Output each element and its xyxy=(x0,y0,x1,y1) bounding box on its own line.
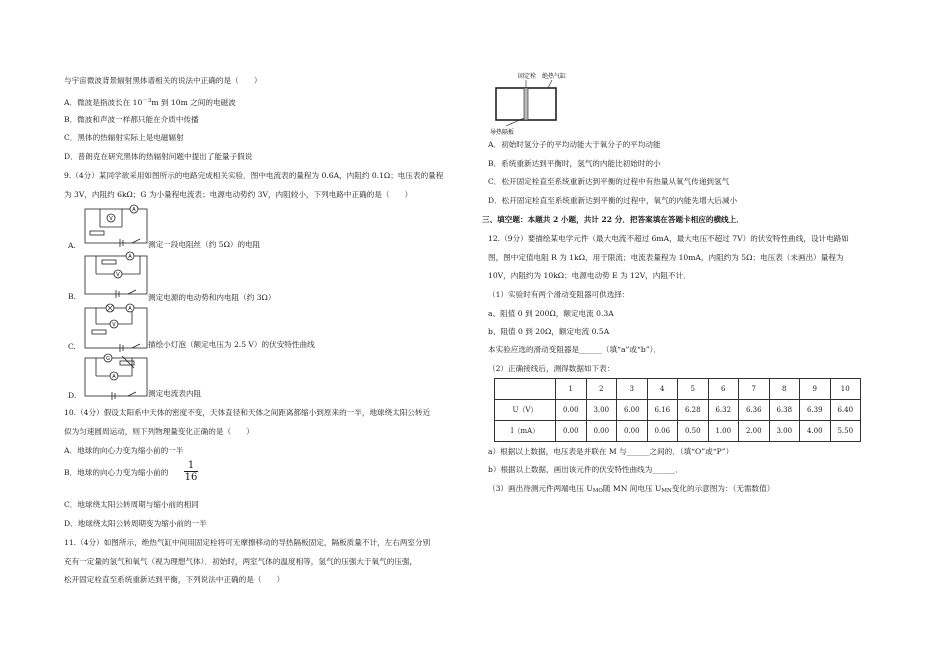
q12-question-b: b）根据以上数据，画出该元件的伏安特性曲线为______． xyxy=(488,465,683,474)
table-cell xyxy=(495,379,556,400)
q9-d-letter: D. xyxy=(68,391,77,400)
table-cell: 0.00 xyxy=(617,421,648,442)
table-cell: 0.00 xyxy=(586,421,617,442)
table-cell: 7 xyxy=(739,379,770,400)
q10-stem-line1: 10.（4分）假设太阳系中天体的密度不变，天体直径和天体之间距离都缩小到原来的一半，地球绕太阳公转近 xyxy=(64,408,431,417)
circuit-b-diagram xyxy=(82,252,152,298)
q9-a-letter: A. xyxy=(68,241,76,250)
q11-option-d: D．松开固定栓直至系统重新达到平衡的过程中，氧气的内能先增大后减小 xyxy=(488,196,738,205)
table-row-label: U（V） xyxy=(495,400,556,421)
table-cell: 2 xyxy=(586,379,617,400)
section-three-heading: 三、填空题：本题共 2 小题，共计 22 分．把答案填在答题卡相应的横线上． xyxy=(482,215,744,224)
q12-stem-line2: 图，图中定值电阻 R 为 1kΩ，用于限流；电流表量程为 10mA，内阻约为 5Ω；电压表（未画出）量程为 xyxy=(488,253,844,262)
table-cell: 6.32 xyxy=(708,400,739,421)
table-cell: 4.00 xyxy=(800,421,831,442)
table-cell: 3 xyxy=(617,379,648,400)
table-cell: 6.38 xyxy=(769,400,800,421)
table-row-label: I（mA） xyxy=(495,421,556,442)
q12-part1-answer: 本实验应选的滑动变阻器是______（填“a”或“b”）． xyxy=(488,345,661,354)
table-cell: 3.00 xyxy=(769,421,800,442)
table-cell: 4 xyxy=(647,379,678,400)
q9-b-text: 测定电源的电动势和内电阻（约 3Ω） xyxy=(148,293,276,302)
fraction-one-sixteenth xyxy=(184,460,198,483)
table-cell: 5.50 xyxy=(830,421,861,442)
label-adiabatic-cylinder: 绝热气缸 xyxy=(542,73,567,80)
q8-option-d: D．普朗克在研究黑体的热辐射问题中提出了能量子假说 xyxy=(64,152,253,161)
q9-c-letter: C. xyxy=(68,342,76,351)
table-cell: 9 xyxy=(800,379,831,400)
q11-option-b: B．系统重新达到平衡时，氢气的内能比初始时的小 xyxy=(488,159,661,168)
table-cell: 6.00 xyxy=(617,400,648,421)
label-fixed-bolt: 固定栓 xyxy=(518,73,537,80)
q11-stem-line3: 松开固定栓直至系统重新达到平衡，下列说法中正确的是（ ） xyxy=(64,575,285,584)
q10-stem-line2: 似为匀速圆周运动，则下列物理量变化正确的是（ ） xyxy=(64,427,254,436)
voltmeter-label: V xyxy=(109,216,113,222)
q8-option-c: C．黑体的热辐射实际上是电磁辐射 xyxy=(64,133,184,142)
fraction-denominator: 16 xyxy=(184,472,198,483)
table-cell: 6.16 xyxy=(647,400,678,421)
table-cell: 1.00 xyxy=(708,421,739,442)
q10-option-b: B．地球的向心力变为缩小前的 xyxy=(64,468,169,477)
table-row-voltage xyxy=(495,400,861,421)
q9-d-text: 测定电流表内阻 xyxy=(148,389,202,398)
q12-p3-sub1: MO xyxy=(592,488,603,494)
q12-part1: （1）实验时有两个滑动变阻器可供选择： xyxy=(488,290,630,299)
q9-b-letter: B. xyxy=(68,292,76,301)
table-cell: 0.50 xyxy=(678,421,709,442)
q12-part2: （2）正确接线后，测得数据如下表： xyxy=(488,364,615,373)
ammeter-label: A xyxy=(128,306,132,312)
q8-a-pre: A．微波是指波长在 10 xyxy=(64,98,143,107)
q12-p3-mid: 随 MN 间电压 U xyxy=(602,484,662,493)
q8-a-sup: －3 xyxy=(142,98,152,104)
q10-option-c: C．地球绕太阳公转周期与缩小前的相同 xyxy=(64,500,199,509)
ammeter-label: A xyxy=(128,254,132,260)
table-cell: 2.00 xyxy=(739,421,770,442)
q12-part3 xyxy=(488,484,774,496)
table-cell: 6.40 xyxy=(830,400,861,421)
q8-option-a xyxy=(64,96,236,108)
table-cell: 6 xyxy=(708,379,739,400)
q12-question-a: a）根据以上数据，电压表是并联在 M 与______之间的．（填“O”或“P”） xyxy=(488,447,734,456)
table-cell: 6.36 xyxy=(739,400,770,421)
voltmeter-label: V xyxy=(112,322,116,328)
voltmeter-label: V xyxy=(116,272,120,278)
circuit-d-diagram xyxy=(82,352,152,400)
ammeter-label: A xyxy=(112,374,116,380)
partition-plate xyxy=(524,88,528,120)
q8-option-b: B．微波和声波一样都只能在介质中传播 xyxy=(64,115,199,124)
q12-p3-post: 变化的示意图为：（无需数值） xyxy=(671,484,775,493)
q10-option-d: D．地球绕太阳公转周期变为缩小前的一半 xyxy=(64,519,207,528)
q11-option-c: C．松开固定栓直至系统重新达到平衡的过程中有热量从氧气传递到氢气 xyxy=(488,177,730,186)
table-cell: 10 xyxy=(830,379,861,400)
q9-stem-line1: 9.（4分）某同学欲采用如图所示的电路完成相关实验．图中电流表的量程为 0.6A，内阻约 0.1Ω；电压表的量程 xyxy=(64,171,444,180)
q12-p3-sub2: MN xyxy=(661,488,672,494)
table-row-current xyxy=(495,421,861,442)
table-cell: 0.00 xyxy=(556,421,587,442)
q12-option-a: a、阻值 0 到 200Ω，额定电流 0.3A xyxy=(488,309,614,318)
table-cell: 5 xyxy=(678,379,709,400)
table-cell: 0.06 xyxy=(647,421,678,442)
q8-stem: 与宇宙微波背景辐射黑体谱相关的说法中正确的是（ ） xyxy=(64,76,262,85)
q9-a-text: 测定一段电阻丝（约 5Ω）的电阻 xyxy=(148,240,261,249)
q8-a-post: m 到 10m 之间的电磁波 xyxy=(151,98,236,107)
q11-stem-line2: 充有一定量的氢气和氧气（视为理想气体）．初始时，两室气体的温度相等，氢气的压强大于氧气的压强， xyxy=(64,557,418,566)
table-cell: 0.00 xyxy=(556,400,587,421)
ammeter-label: A xyxy=(132,207,136,213)
q11-option-a: A．初始时氢分子的平均动能大于氧分子的平均动能 xyxy=(488,140,661,149)
q10-option-a: A．地球的向心力变为缩小前的一半 xyxy=(64,446,184,455)
table-cell: 3.00 xyxy=(586,400,617,421)
q12-option-b: b、阻值 0 到 20Ω，额定电流 0.5A xyxy=(488,327,610,336)
q11-stem-line1: 11.（4分）如图所示，绝热气缸中间用固定栓将可无摩擦移动的导热隔板固定，隔板质量不计，左右两室分别 xyxy=(64,538,431,547)
table-cell: 8 xyxy=(769,379,800,400)
q12-stem-line1: 12.（9分）要描绘某电学元件（最大电流不超过 6mA，最大电压不超过 7V）的伏安特性曲线，设计电路如 xyxy=(488,234,849,243)
table-cell: 1 xyxy=(556,379,587,400)
label-conductive-plate: 导热隔板 xyxy=(490,129,515,136)
table-cell: 6.39 xyxy=(800,400,831,421)
table-cell: 6.28 xyxy=(678,400,709,421)
circuit-c-diagram xyxy=(82,304,152,352)
galvanometer-label: G xyxy=(106,356,110,362)
q9-stem-line2: 为 3V，内阻约 6kΩ；G 为小量程电流表；电源电动势约 3V，内阻较小，下列电路中正确的是（ ） xyxy=(64,190,413,199)
circuit-a-diagram xyxy=(82,205,152,249)
q12-stem-line3: 10V，内阻约为 10kΩ；电源电动势 E 为 12V，内阻不计． xyxy=(488,271,691,280)
cylinder-figure xyxy=(490,72,570,134)
measurement-table xyxy=(494,378,861,442)
table-header-row xyxy=(495,379,861,400)
fraction-numerator: 1 xyxy=(187,460,195,471)
q9-c-text: 描绘小灯泡（额定电压为 2.5 V）的伏安特性曲线 xyxy=(148,340,315,349)
q12-p3-pre: （3）画出待测元件两端电压 U xyxy=(488,484,593,493)
